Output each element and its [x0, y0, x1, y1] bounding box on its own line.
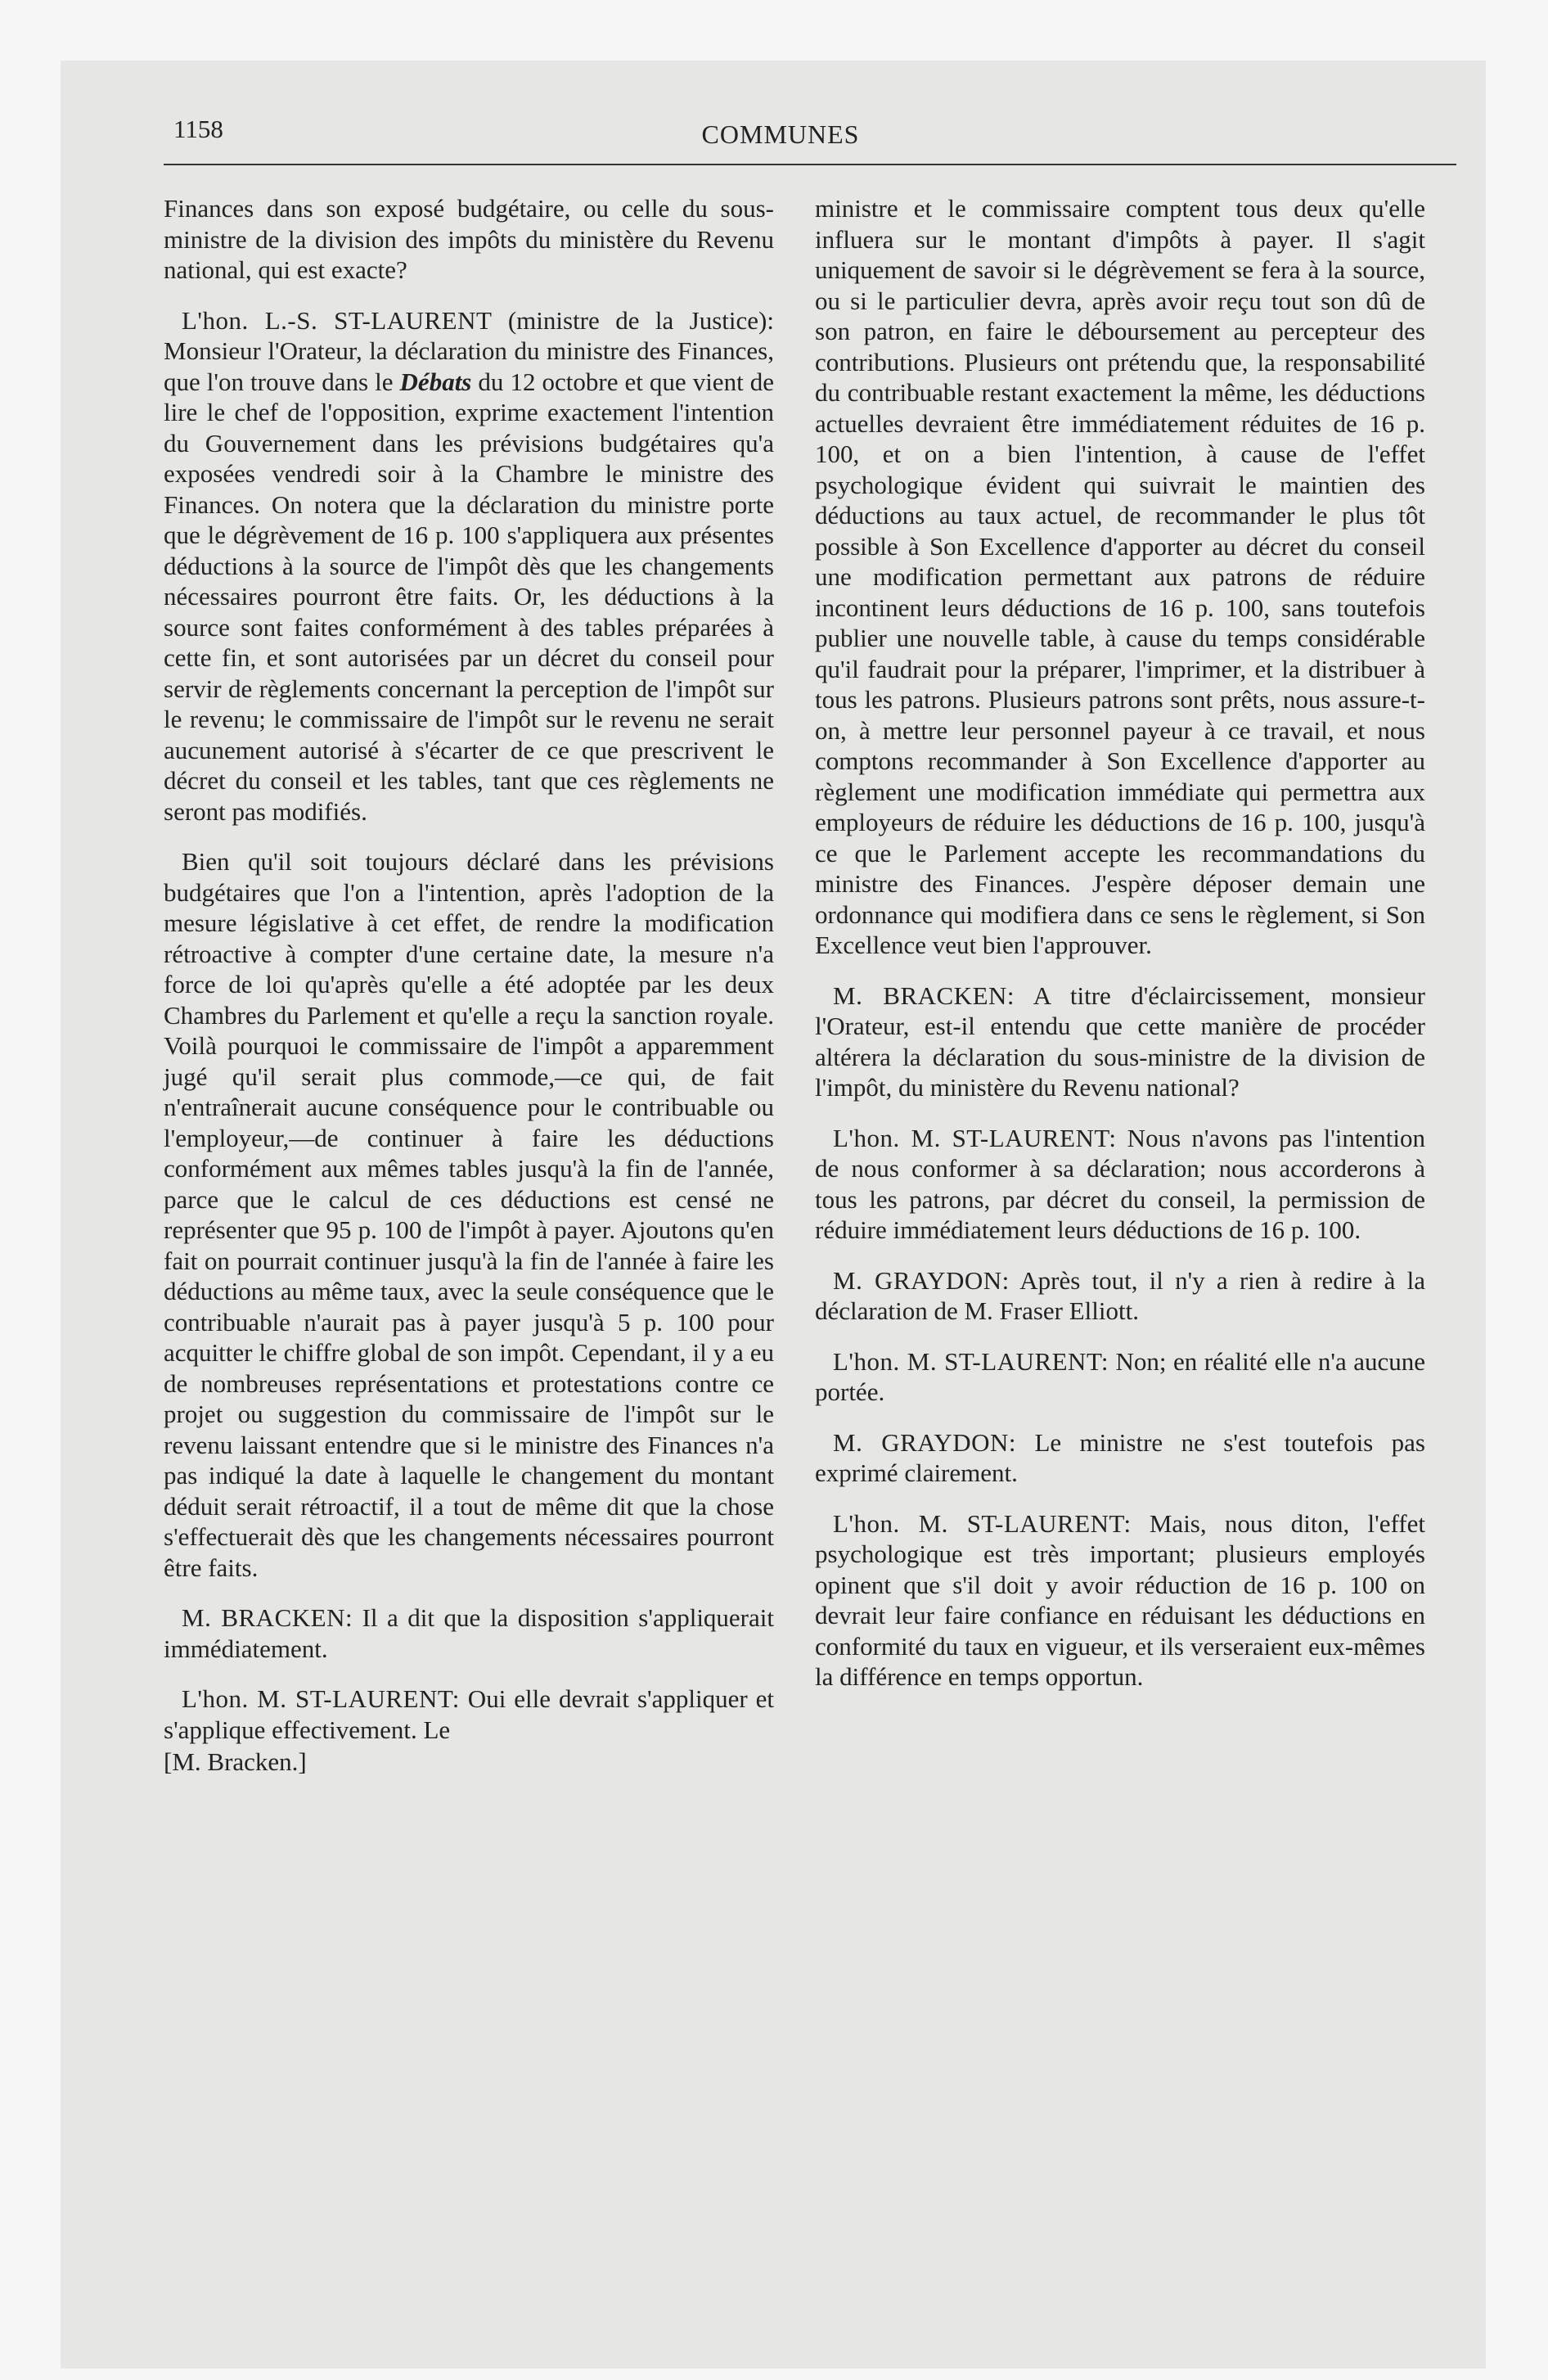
paragraph: [815, 1346, 1425, 1408]
paragraph: ministre et le commissaire comptent tous deux qu'elle influera sur le montant d'impôts à payer. Il s'agit uniquement de savoir si le dégrèvement se fera à la source, ou si le particulier devra, après avoir reçu tout son dû de son patron, en faire le déboursement au percepteur des contributions. Plusieurs ont prétendu que, la responsabilité du contribuable restant exactement la même, les déductions actuelles devraient être immédiatement réduites de 16 p. 100, et on a bien l'intention, à cause de l'effet psychologique évident qui suivrait le maintien des déductions au taux actuel, de recommander le plus tôt possible à Son Excellence d'apporter au décret du conseil une modification permettant aux patrons de réduire incontinent leurs déductions de 16 p. 100, sans toutefois publier une nouvelle table, à cause du temps considérable qu'il faudrait pour la préparer, l'imprimer, et la distribuer à tous les patrons. Plusieurs patrons sont prêts, nous assure-t-on, à mettre leur personnel payeur à ce travail, et nous comptons recommander à Son Excellence d'apporter au règlement une modification immédiate qui permettra aux employeurs de réduire les déductions de 16 p. 100, jusqu'à ce que le Parlement accepte les recommandations du ministre des Finances. J'espère déposer demain une ordonnance qui modifiera dans ce sens le règlement, si Son Excellence veut bien l'approuver.: [815, 194, 1425, 959]
paragraph: [164, 1684, 774, 1745]
speaker-name: M. BRACKEN:: [833, 980, 1015, 1010]
paragraph: [164, 1602, 774, 1664]
paragraph: [815, 1508, 1425, 1693]
speech-text: Nous n'avons pas l'intention de nous conformer à sa déclaration; nous accorderons à tous les patrons, par décret du conseil, la permission de réduire immédiatement leurs déductions de 16 p. 100.: [815, 1123, 1425, 1244]
speech-text: Oui elle devrait s'appliquer et s'applique effectivement. Le: [164, 1684, 774, 1744]
paragraph: [815, 1427, 1425, 1489]
speech-text: Le ministre ne s'est toutefois pas exprimé clairement.: [815, 1427, 1425, 1487]
speaker-name: L'hon. M. ST-LAURENT:: [833, 1346, 1109, 1376]
speech-text: (ministre de la Justice): Monsieur l'Orateur, la déclaration du ministre des Finances, que l'on trouve dans le: [164, 305, 774, 396]
right-column: [815, 193, 1425, 1712]
page-header: [110, 115, 1451, 167]
page-number: 1158: [173, 115, 223, 143]
paragraph: [815, 980, 1425, 1103]
speech-text: A titre d'éclaircissement, monsieur l'Orateur, est-il entendu que cette manière de procéder altérera la déclaration du sous-ministre de la division de l'impôt, du ministère du Revenu national?: [815, 980, 1425, 1102]
paragraph: [815, 1123, 1425, 1246]
speaker-name: M. GRAYDON:: [833, 1427, 1017, 1457]
speech-text: Après tout, il n'y a rien à redire à la déclaration de M. Fraser Elliott.: [815, 1265, 1425, 1325]
speaker-name: M. GRAYDON:: [833, 1265, 1010, 1295]
running-title: COMMUNES: [701, 119, 860, 149]
speaker-name: L'hon. L.-S. ST-LAURENT: [182, 305, 493, 335]
speaker-name: L'hon. M. ST-LAURENT:: [833, 1508, 1132, 1538]
paragraph: Bien qu'il soit toujours déclaré dans les prévisions budgétaires que l'on a l'intention, après l'adoption de la mesure législative à cet effet, de rendre la modification rétroactive à compter d'une certaine date, la mesure n'a force de loi qu'après qu'elle a été adoptée par les deux Chambres du Parlement et qu'elle a reçu la sanction royale. Voilà pourquoi le commissaire de l'impôt a apparemment jugé qu'il serait plus commode,—ce qui, de fait n'entraînerait aucune conséquence pour le contribuable ou l'employeur,—de continuer à faire les déductions conformément aux mêmes tables jusqu'à la fin de l'année, parce que le calcul de ces déductions est censé ne représenter que 95 p. 100 de l'impôt à payer. Ajoutons qu'en fait on pourrait continuer jusqu'à la fin de l'année à faire les déductions au même taux, avec la seule conséquence que le contribuable n'aurait pas à payer jusqu'à 5 p. 100 pour acquitter le chiffre global de son impôt. Cependant, il y a eu de nombreuses représentations et protestations contre ce projet ou suggestion du commissaire de l'impôt sur le revenu laissant entendre que si le ministre des Finances n'a pas indiqué la date à laquelle le changement du montant déduit serait rétroactif, il a tout de même dit que la chose s'effectuerait dès que les changements nécessaires pourront être faits.: [164, 847, 774, 1582]
debats-italic: Débats: [399, 367, 472, 396]
left-column: [164, 193, 774, 1797]
speech-text: Il a dit que la disposition s'appliquerait immédiatement.: [164, 1603, 774, 1663]
speaker-name: L'hon. M. ST-LAURENT:: [833, 1123, 1117, 1152]
paragraph: [164, 305, 774, 827]
speech-text: Mais, nous diton, l'effet psychologique est très important; plusieurs employés opinent que s'il doit y avoir réduction de 16 p. 100 on devrait leur faire confiance en réduisant les déductions en conformité du taux en vigueur, et ils verseraient eux-mêmes la différence en temps opportun.: [815, 1508, 1425, 1691]
speech-text: Non; en réalité elle n'a aucune portée.: [815, 1346, 1425, 1406]
header-rule: [164, 164, 1456, 165]
speaker-name: L'hon. M. ST-LAURENT:: [182, 1684, 460, 1713]
speaker-name: M. BRACKEN:: [182, 1603, 353, 1632]
paragraph: Finances dans son exposé budgétaire, ou celle du sous-ministre de la division des impôts du ministère du Revenu national, qui est exacte?: [164, 194, 774, 284]
speech-text: du 12 octobre et que vient de lire le chef de l'opposition, exprime exactement l'intention du Gouvernement dans les prévisions budgétaires qu'a exposées vendredi soir à la Chambre le ministre des Finances. On notera que la déclaration du ministre porte que le dégrèvement de 16 p. 100 s'appliquera aux présentes déductions à la source de l'impôt dès que les changements nécessaires pourront être faits. Or, les déductions à la source sont faites conformément à des tables préparées à cette fin, et sont autorisées par un décret du conseil pour servir de règlements concernant la perception de l'impôt sur le revenu; le commissaire de l'impôt sur le revenu ne serait aucunement autorisé à s'écarter de ce que prescrivent le décret du conseil et les tables, tant que ces règlements ne seront pas modifiés.: [164, 367, 774, 826]
paragraph: [815, 1265, 1425, 1327]
bracket-note: [M. Bracken.]: [164, 1747, 307, 1776]
